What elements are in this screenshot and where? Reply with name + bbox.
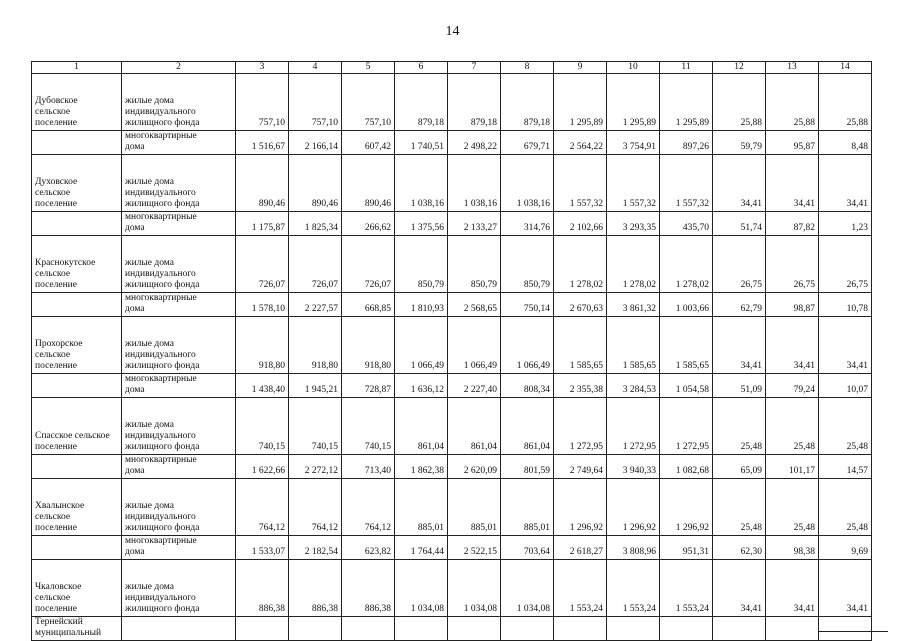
value-cell: 98,38 — [766, 536, 819, 560]
value-cell: 2 564,22 — [554, 131, 607, 155]
settlement-name-line: сельское — [35, 350, 71, 360]
value-cell: 9,69 — [819, 536, 872, 560]
table-row — [32, 293, 872, 317]
value-cell: 1 066,49 — [395, 317, 448, 374]
housing-type-line: дома — [125, 466, 145, 476]
value-cell: 1 038,16 — [501, 155, 554, 212]
value-cell: 879,18 — [448, 74, 501, 131]
table-row — [32, 74, 872, 131]
housing-type-line: жилищного фонда — [125, 442, 200, 452]
value-cell: 25,88 — [819, 74, 872, 131]
value-cell: 951,31 — [660, 536, 713, 560]
housing-type-cell — [122, 212, 236, 236]
value-cell: 26,75 — [766, 236, 819, 293]
settlement-name-cell — [32, 236, 122, 293]
housing-type-line: жилые дома — [125, 258, 174, 268]
column-header: 5 — [342, 62, 395, 74]
housing-type-line: многоквартирные — [125, 212, 197, 222]
value-cell: 2 568,65 — [448, 293, 501, 317]
settlement-name-cell — [32, 455, 122, 479]
housing-type-line: индивидуального — [125, 512, 196, 522]
footer-rule — [818, 631, 888, 632]
housing-type-cell — [122, 617, 236, 641]
value-cell: 757,10 — [342, 74, 395, 131]
housing-type-cell — [122, 479, 236, 536]
value-cell: 26,75 — [819, 236, 872, 293]
value-cell — [554, 617, 607, 641]
value-cell: 890,46 — [289, 155, 342, 212]
value-cell: 726,07 — [236, 236, 289, 293]
housing-type-cell — [122, 74, 236, 131]
settlement-name-line: Краснокутское — [35, 258, 96, 268]
housing-type-line: индивидуального — [125, 593, 196, 603]
value-cell — [713, 617, 766, 641]
value-cell: 1 557,32 — [660, 155, 713, 212]
value-cell: 764,12 — [289, 479, 342, 536]
value-cell: 3 293,35 — [607, 212, 660, 236]
table-row — [32, 317, 872, 374]
value-cell: 1 764,44 — [395, 536, 448, 560]
value-cell: 1 438,40 — [236, 374, 289, 398]
value-cell: 8,48 — [819, 131, 872, 155]
settlement-name-line: сельское — [35, 593, 71, 603]
value-cell: 1 003,66 — [660, 293, 713, 317]
settlement-name-line: сельское — [35, 107, 71, 117]
value-cell: 1 295,89 — [660, 74, 713, 131]
settlement-name-line: поселение — [35, 523, 77, 533]
settlement-name-cell — [32, 293, 122, 317]
value-cell: 2 166,14 — [289, 131, 342, 155]
page-number: 14 — [445, 24, 460, 39]
value-cell — [819, 617, 872, 641]
housing-type-line: индивидуального — [125, 188, 196, 198]
value-cell: 1 295,89 — [554, 74, 607, 131]
table-row — [32, 560, 872, 617]
housing-type-line: жилые дома — [125, 339, 174, 349]
housing-type-cell — [122, 293, 236, 317]
table-row — [32, 374, 872, 398]
table-row — [32, 617, 872, 641]
column-header: 1 — [32, 62, 122, 74]
value-cell — [501, 617, 554, 641]
settlement-name-cell — [32, 131, 122, 155]
value-cell: 1 636,12 — [395, 374, 448, 398]
settlement-name-line: поселение — [35, 199, 77, 209]
value-cell: 87,82 — [766, 212, 819, 236]
value-cell: 51,74 — [713, 212, 766, 236]
settlement-name-line: Тернейский — [35, 617, 83, 627]
value-cell: 2 749,64 — [554, 455, 607, 479]
value-cell: 623,82 — [342, 536, 395, 560]
value-cell: 1 810,93 — [395, 293, 448, 317]
housing-type-line: многоквартирные — [125, 536, 197, 546]
value-cell: 1 557,32 — [554, 155, 607, 212]
value-cell: 25,88 — [713, 74, 766, 131]
value-cell: 34,41 — [819, 317, 872, 374]
value-cell: 1 082,68 — [660, 455, 713, 479]
settlement-name-line: Прохорское — [35, 339, 83, 349]
value-cell: 886,38 — [236, 560, 289, 617]
value-cell: 26,75 — [713, 236, 766, 293]
settlement-name-line: поселение — [35, 442, 77, 452]
settlement-name-cell — [32, 536, 122, 560]
value-cell: 897,26 — [660, 131, 713, 155]
value-cell: 801,59 — [501, 455, 554, 479]
value-cell: 740,15 — [342, 398, 395, 455]
value-cell: 1 066,49 — [448, 317, 501, 374]
value-cell: 764,12 — [236, 479, 289, 536]
housing-type-line: индивидуального — [125, 107, 196, 117]
value-cell: 750,14 — [501, 293, 554, 317]
settlement-name-line: сельское — [35, 512, 71, 522]
value-cell: 34,41 — [819, 155, 872, 212]
column-header: 6 — [395, 62, 448, 74]
value-cell: 1 272,95 — [660, 398, 713, 455]
housing-type-line: дома — [125, 142, 145, 152]
value-cell: 1 175,87 — [236, 212, 289, 236]
value-cell: 1 278,02 — [607, 236, 660, 293]
table-row — [32, 455, 872, 479]
value-cell: 1 622,66 — [236, 455, 289, 479]
value-cell: 808,34 — [501, 374, 554, 398]
value-cell: 861,04 — [448, 398, 501, 455]
value-cell: 79,24 — [766, 374, 819, 398]
value-cell: 1 862,38 — [395, 455, 448, 479]
value-cell: 1 516,67 — [236, 131, 289, 155]
value-cell: 703,64 — [501, 536, 554, 560]
value-cell: 757,10 — [236, 74, 289, 131]
value-cell: 764,12 — [342, 479, 395, 536]
value-cell: 34,41 — [713, 317, 766, 374]
value-cell: 34,41 — [819, 560, 872, 617]
value-cell: 1 553,24 — [607, 560, 660, 617]
value-cell: 850,79 — [395, 236, 448, 293]
value-cell: 1 585,65 — [554, 317, 607, 374]
table-row — [32, 212, 872, 236]
value-cell: 34,41 — [713, 155, 766, 212]
value-cell: 314,76 — [501, 212, 554, 236]
value-cell: 25,48 — [766, 398, 819, 455]
value-cell: 1 553,24 — [554, 560, 607, 617]
value-cell: 1 296,92 — [660, 479, 713, 536]
value-cell: 2 522,15 — [448, 536, 501, 560]
table-row — [32, 398, 872, 455]
settlement-name-line: поселение — [35, 280, 77, 290]
housing-type-line: жилищного фонда — [125, 604, 200, 614]
column-header: 8 — [501, 62, 554, 74]
settlement-name-cell — [32, 374, 122, 398]
value-cell: 25,48 — [713, 398, 766, 455]
housing-type-cell — [122, 398, 236, 455]
housing-type-line: жилищного фонда — [125, 199, 200, 209]
value-cell: 34,41 — [713, 560, 766, 617]
value-cell: 1 533,07 — [236, 536, 289, 560]
settlement-name-cell — [32, 617, 122, 641]
value-cell: 51,09 — [713, 374, 766, 398]
value-cell: 2 227,57 — [289, 293, 342, 317]
housing-type-cell — [122, 155, 236, 212]
value-cell: 850,79 — [448, 236, 501, 293]
value-cell: 1 278,02 — [660, 236, 713, 293]
housing-type-line: жилищного фонда — [125, 118, 200, 128]
value-cell: 1 034,08 — [395, 560, 448, 617]
column-header: 12 — [713, 62, 766, 74]
value-cell: 34,41 — [766, 560, 819, 617]
value-cell: 726,07 — [342, 236, 395, 293]
value-cell: 25,48 — [713, 479, 766, 536]
table-row — [32, 155, 872, 212]
table-row — [32, 536, 872, 560]
table-body — [32, 74, 872, 641]
value-cell: 607,42 — [342, 131, 395, 155]
value-cell: 1 034,08 — [448, 560, 501, 617]
value-cell: 95,87 — [766, 131, 819, 155]
value-cell: 1 272,95 — [554, 398, 607, 455]
housing-type-line: индивидуального — [125, 269, 196, 279]
settlement-name-line: муниципальный — [35, 628, 102, 638]
value-cell: 3 861,32 — [607, 293, 660, 317]
value-cell: 25,48 — [766, 479, 819, 536]
column-header: 2 — [122, 62, 236, 74]
value-cell — [607, 617, 660, 641]
value-cell: 62,30 — [713, 536, 766, 560]
column-header: 9 — [554, 62, 607, 74]
column-header: 11 — [660, 62, 713, 74]
value-cell: 1 054,58 — [660, 374, 713, 398]
value-cell: 1 066,49 — [501, 317, 554, 374]
column-header: 10 — [607, 62, 660, 74]
housing-type-line: дома — [125, 385, 145, 395]
value-cell: 1 038,16 — [448, 155, 501, 212]
value-cell: 1,23 — [819, 212, 872, 236]
settlement-name-line: Чкаловское — [35, 582, 82, 592]
value-cell: 2 272,12 — [289, 455, 342, 479]
settlement-name-line: Хвалынское — [35, 501, 85, 511]
settlement-name-line: Духовское — [35, 177, 78, 187]
value-cell: 1 296,92 — [554, 479, 607, 536]
settlement-name-line: сельское — [35, 269, 71, 279]
value-cell: 1 038,16 — [395, 155, 448, 212]
column-header: 14 — [819, 62, 872, 74]
table-row — [32, 131, 872, 155]
value-cell: 1 278,02 — [554, 236, 607, 293]
housing-type-cell — [122, 236, 236, 293]
value-cell — [660, 617, 713, 641]
value-cell — [766, 617, 819, 641]
value-cell: 65,09 — [713, 455, 766, 479]
housing-type-line: индивидуального — [125, 350, 196, 360]
value-cell: 1 295,89 — [607, 74, 660, 131]
housing-type-cell — [122, 536, 236, 560]
value-cell: 668,85 — [342, 293, 395, 317]
value-cell: 2 620,09 — [448, 455, 501, 479]
value-cell: 885,01 — [395, 479, 448, 536]
value-cell: 10,78 — [819, 293, 872, 317]
housing-type-line: дома — [125, 304, 145, 314]
housing-type-line: жилые дома — [125, 582, 174, 592]
value-cell: 713,40 — [342, 455, 395, 479]
column-header: 7 — [448, 62, 501, 74]
housing-type-cell — [122, 560, 236, 617]
value-cell: 1 585,65 — [660, 317, 713, 374]
value-cell: 25,88 — [766, 74, 819, 131]
value-cell: 1 585,65 — [607, 317, 660, 374]
housing-type-cell — [122, 317, 236, 374]
value-cell: 34,41 — [766, 155, 819, 212]
value-cell: 3 284,53 — [607, 374, 660, 398]
settlement-name-line: Дубовское — [35, 96, 78, 106]
value-cell: 2 182,54 — [289, 536, 342, 560]
value-cell: 1 825,34 — [289, 212, 342, 236]
value-cell: 1 375,56 — [395, 212, 448, 236]
value-cell: 885,01 — [501, 479, 554, 536]
value-cell: 1 557,32 — [607, 155, 660, 212]
value-cell: 62,79 — [713, 293, 766, 317]
value-cell: 2 102,66 — [554, 212, 607, 236]
value-cell: 1 740,51 — [395, 131, 448, 155]
value-cell: 2 618,27 — [554, 536, 607, 560]
value-cell: 1 945,21 — [289, 374, 342, 398]
settlement-name-line: поселение — [35, 604, 77, 614]
value-cell: 879,18 — [395, 74, 448, 131]
settlement-name-cell — [32, 479, 122, 536]
value-cell: 726,07 — [289, 236, 342, 293]
value-cell: 2 498,22 — [448, 131, 501, 155]
value-cell: 59,79 — [713, 131, 766, 155]
housing-type-line: индивидуального — [125, 431, 196, 441]
value-cell: 886,38 — [342, 560, 395, 617]
settlement-name-cell — [32, 212, 122, 236]
value-cell: 1 034,08 — [501, 560, 554, 617]
value-cell: 25,48 — [819, 398, 872, 455]
value-cell: 728,87 — [342, 374, 395, 398]
value-cell: 886,38 — [289, 560, 342, 617]
value-cell: 740,15 — [236, 398, 289, 455]
settlement-name-line: поселение — [35, 118, 77, 128]
housing-type-line: дома — [125, 223, 145, 233]
value-cell: 1 272,95 — [607, 398, 660, 455]
value-cell: 34,41 — [766, 317, 819, 374]
value-cell: 890,46 — [236, 155, 289, 212]
value-cell: 918,80 — [289, 317, 342, 374]
value-cell: 1 553,24 — [660, 560, 713, 617]
housing-type-cell — [122, 455, 236, 479]
housing-type-line: жилые дома — [125, 501, 174, 511]
value-cell — [236, 617, 289, 641]
value-cell: 679,71 — [501, 131, 554, 155]
value-cell: 1 578,10 — [236, 293, 289, 317]
settlement-name-cell — [32, 398, 122, 455]
value-cell — [448, 617, 501, 641]
value-cell: 918,80 — [236, 317, 289, 374]
housing-type-line: многоквартирные — [125, 374, 197, 384]
value-cell: 850,79 — [501, 236, 554, 293]
value-cell: 861,04 — [395, 398, 448, 455]
table-row — [32, 479, 872, 536]
value-cell: 861,04 — [501, 398, 554, 455]
value-cell: 3 754,91 — [607, 131, 660, 155]
housing-type-cell — [122, 374, 236, 398]
housing-type-line: жилые дома — [125, 96, 174, 106]
value-cell — [395, 617, 448, 641]
value-cell: 3 940,33 — [607, 455, 660, 479]
housing-type-line: жилые дома — [125, 177, 174, 187]
settlement-name-line: поселение — [35, 361, 77, 371]
housing-type-cell — [122, 131, 236, 155]
value-cell: 2 670,63 — [554, 293, 607, 317]
value-cell: 435,70 — [660, 212, 713, 236]
value-cell — [342, 617, 395, 641]
housing-type-line: многоквартирные — [125, 455, 197, 465]
value-cell: 2 355,38 — [554, 374, 607, 398]
value-cell: 2 227,40 — [448, 374, 501, 398]
value-cell: 14,57 — [819, 455, 872, 479]
settlement-name-cell — [32, 74, 122, 131]
value-cell: 10,07 — [819, 374, 872, 398]
housing-type-line: жилищного фонда — [125, 523, 200, 533]
column-header: 3 — [236, 62, 289, 74]
value-cell: 890,46 — [342, 155, 395, 212]
value-cell: 101,17 — [766, 455, 819, 479]
value-cell: 266,62 — [342, 212, 395, 236]
value-cell: 3 808,96 — [607, 536, 660, 560]
column-header: 13 — [766, 62, 819, 74]
settlement-name-cell — [32, 317, 122, 374]
housing-type-line: жилищного фонда — [125, 280, 200, 290]
value-cell: 1 296,92 — [607, 479, 660, 536]
value-cell: 98,87 — [766, 293, 819, 317]
settlement-name-line: сельское — [35, 188, 71, 198]
table-row — [32, 236, 872, 293]
value-cell: 25,48 — [819, 479, 872, 536]
housing-type-line: жилые дома — [125, 420, 174, 430]
housing-type-line: жилищного фонда — [125, 361, 200, 371]
value-cell: 740,15 — [289, 398, 342, 455]
settlement-name-cell — [32, 155, 122, 212]
housing-type-line: дома — [125, 547, 145, 557]
value-cell: 879,18 — [501, 74, 554, 131]
table-header-row — [32, 62, 872, 74]
housing-type-line: многоквартирные — [125, 131, 197, 141]
settlement-name-cell — [32, 560, 122, 617]
value-cell: 757,10 — [289, 74, 342, 131]
value-cell: 2 133,27 — [448, 212, 501, 236]
tariff-table — [31, 61, 872, 641]
value-cell: 918,80 — [342, 317, 395, 374]
housing-type-line: многоквартирные — [125, 293, 197, 303]
column-header: 4 — [289, 62, 342, 74]
settlement-name-line: Спасское сельское — [35, 431, 110, 441]
value-cell: 885,01 — [448, 479, 501, 536]
value-cell — [289, 617, 342, 641]
